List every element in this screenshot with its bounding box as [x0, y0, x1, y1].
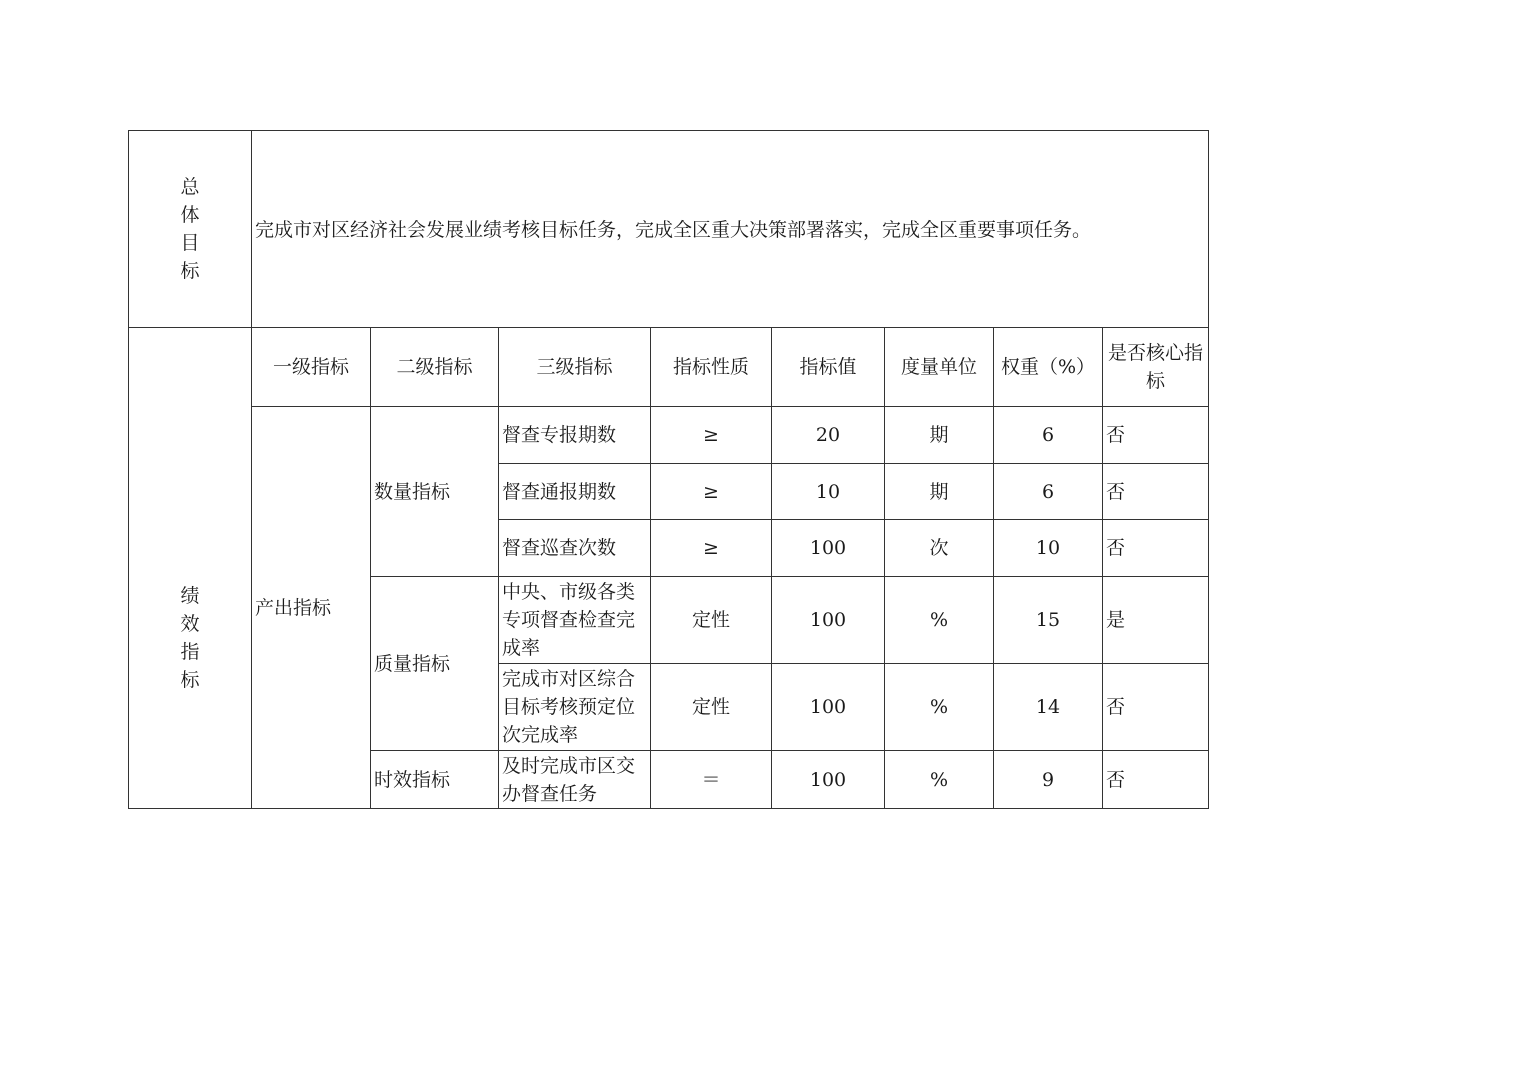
header-core: 是否核心指标 [1103, 328, 1209, 407]
indicator-weight: 10 [994, 520, 1103, 577]
indicator-core: 是 [1103, 577, 1209, 664]
table-row [129, 407, 1209, 464]
header-weight: 权重（%） [994, 328, 1103, 407]
overall-goal-label-char: 体 [180, 204, 200, 226]
indicator-nature: ≥ [651, 464, 772, 520]
performance-label-char: 绩 [180, 585, 200, 607]
overall-goal-text: 完成市对区经济社会发展业绩考核目标任务，完成全区重大决策部署落实，完成全区重要事项任务。 [252, 131, 1209, 328]
indicator-unit: 次 [885, 520, 994, 577]
indicator-weight: 6 [994, 407, 1103, 464]
level2-quality: 质量指标 [371, 577, 499, 751]
indicator-weight: 15 [994, 577, 1103, 664]
indicator-core: 否 [1103, 520, 1209, 577]
level3-indicator: 中央、市级各类专项督查检查完成率 [499, 577, 651, 664]
indicator-weight: 6 [994, 464, 1103, 520]
indicator-core: 否 [1103, 407, 1209, 464]
overall-goal-label-char: 标 [180, 260, 200, 282]
level3-indicator: 完成市对区综合目标考核预定位次完成率 [499, 664, 651, 751]
indicator-value: 20 [772, 407, 885, 464]
indicator-unit: % [885, 751, 994, 809]
header-row [129, 328, 1209, 407]
header-level1: 一级指标 [252, 328, 371, 407]
performance-table [128, 130, 1209, 809]
performance-label-char: 标 [180, 669, 200, 691]
indicator-value: 100 [772, 577, 885, 664]
level3-indicator: 督查专报期数 [499, 407, 651, 464]
overall-goal-label-char: 目 [180, 232, 200, 254]
level2-timeliness: 时效指标 [371, 751, 499, 809]
indicator-unit: % [885, 664, 994, 751]
level1-output: 产出指标 [252, 407, 371, 809]
indicator-unit: % [885, 577, 994, 664]
header-nature: 指标性质 [651, 328, 772, 407]
indicator-weight: 9 [994, 751, 1103, 809]
indicator-nature: 定性 [651, 577, 772, 664]
header-unit: 度量单位 [885, 328, 994, 407]
level2-quantity: 数量指标 [371, 407, 499, 577]
indicator-core: 否 [1103, 464, 1209, 520]
indicator-unit: 期 [885, 407, 994, 464]
indicator-value: 100 [772, 520, 885, 577]
performance-label [129, 328, 252, 809]
overall-goal-label [129, 131, 252, 328]
indicator-unit: 期 [885, 464, 994, 520]
indicator-core: 否 [1103, 751, 1209, 809]
level3-indicator: 督查巡查次数 [499, 520, 651, 577]
overall-goal-row [129, 131, 1209, 328]
indicator-nature: 定性 [651, 664, 772, 751]
indicator-value: 100 [772, 664, 885, 751]
header-value: 指标值 [772, 328, 885, 407]
performance-label-char: 效 [180, 613, 200, 635]
level3-indicator: 督查通报期数 [499, 464, 651, 520]
header-level3: 三级指标 [499, 328, 651, 407]
indicator-value: 10 [772, 464, 885, 520]
indicator-value: 100 [772, 751, 885, 809]
indicator-nature: ≥ [651, 407, 772, 464]
indicator-core: 否 [1103, 664, 1209, 751]
indicator-weight: 14 [994, 664, 1103, 751]
indicator-nature: ＝ [651, 751, 772, 809]
indicator-nature: ≥ [651, 520, 772, 577]
header-level2: 二级指标 [371, 328, 499, 407]
performance-label-char: 指 [180, 641, 200, 663]
overall-goal-label-char: 总 [180, 176, 200, 198]
level3-indicator: 及时完成市区交办督查任务 [499, 751, 651, 809]
